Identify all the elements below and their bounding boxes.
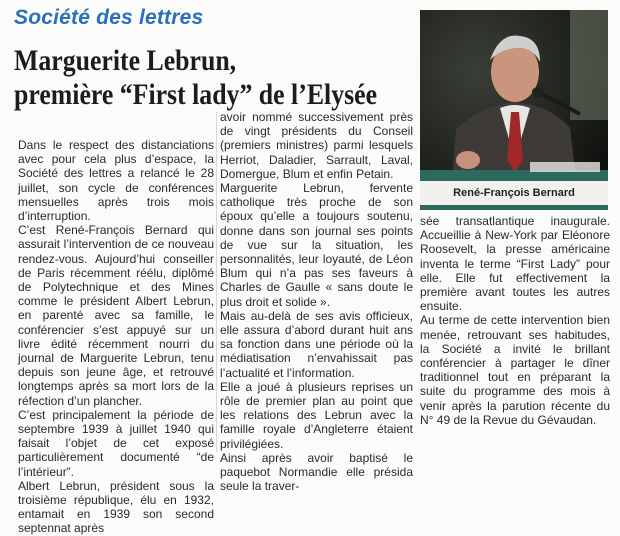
article-headline	[14, 44, 378, 112]
article-column-1	[18, 138, 214, 536]
paragraph: Au terme de cette intervention bien menée, retrouvant ses habitudes, la Société a invité le brillant conférencier à partager le dîner traditionnel tout en préparant la suite du programme des mois à venir après la parution récente du N° 49 de la Revue du Gévaudan.	[420, 313, 610, 427]
article-column-2	[220, 110, 413, 493]
paragraph: C’est principalement la période de septembre 1939 à juillet 1940 qui faisait l’objet de cet exposé particulièrement documenté “de l’intérieur”.	[18, 407, 214, 479]
paragraph: Elle a joué à plusieurs reprises un rôle de premier plan au point que les relations des Lebrun avec la famille royale d’Angleterre étaient privilégiées.	[220, 379, 413, 451]
paragraph: Mais au-delà de ses avis officieux, elle assura d’abord durant huit ans sa fonction dans une période où la médiatisation n’envahissait pas l’actualité et l’information.	[220, 308, 413, 380]
column-divider	[216, 112, 217, 452]
paragraph: avoir nommé successivement près de vingt présidents du Conseil (premiers ministres) parmi lesquels Herriot, Daladier, Sarrault, Laval, Domergue, Blum et enfin Petain.	[220, 110, 413, 181]
headline-line-1: Marguerite Lebrun,	[14, 44, 237, 77]
paragraph: sée transatlantique inaugurale. Accueillie à New-York par Eléonore Roosevelt, la presse américaine inventa le terme “First Lady” pour elle. Elle fut effectivement la première avant toutes les autres ensuite.	[420, 214, 610, 314]
headline-line-2: première “First lady” de l’Elysée	[14, 78, 378, 111]
photo-caption: René-François Bernard	[420, 181, 608, 205]
section-rubric: Société des lettres	[14, 6, 204, 29]
paragraph: Ainsi après avoir baptisé le paquebot Normandie elle présida seule la traver-	[220, 450, 413, 494]
speaker-photo	[420, 10, 608, 210]
article-column-3	[420, 214, 610, 427]
paragraph: Albert Lebrun, président sous la troisième république, élu en 1932, entamait en 1939 son second septennat après	[18, 478, 214, 536]
paragraph: Dans le respect des distanciations avec pour cela plus d’espace, la Société des lettres a relancé le 28 juillet, son cycle de conférences mensuelles après trois mois d’interruption.	[18, 138, 214, 224]
paragraph: C’est René-François Bernard qui assurait l’intervention de ce nouveau rendez-vous. Aujourd’hui conseiller de Paris récemment réélu, diplômé de Polytechnique et des Mines comme le président Albert Lebrun, en parenté avec sa famille, le conférencier s’est appuyé sur un livre édité récemment nourri du journal de Marguerite Lebrun, tenu depuis son jeune âge, et retrouvé longtemps après sa mort lors de la réfection d’un plancher.	[18, 223, 214, 408]
paragraph: Marguerite Lebrun, fervente catholique très proche de son époux qu’elle a toujours soutenu, donne dans son journal ses points de vue sur la situation, les personnalités, leur loyauté, de Léon Blum qui n’a pas ses faveurs à Charles de Gaulle « sans doute le plus droit et solide ».	[220, 181, 413, 309]
